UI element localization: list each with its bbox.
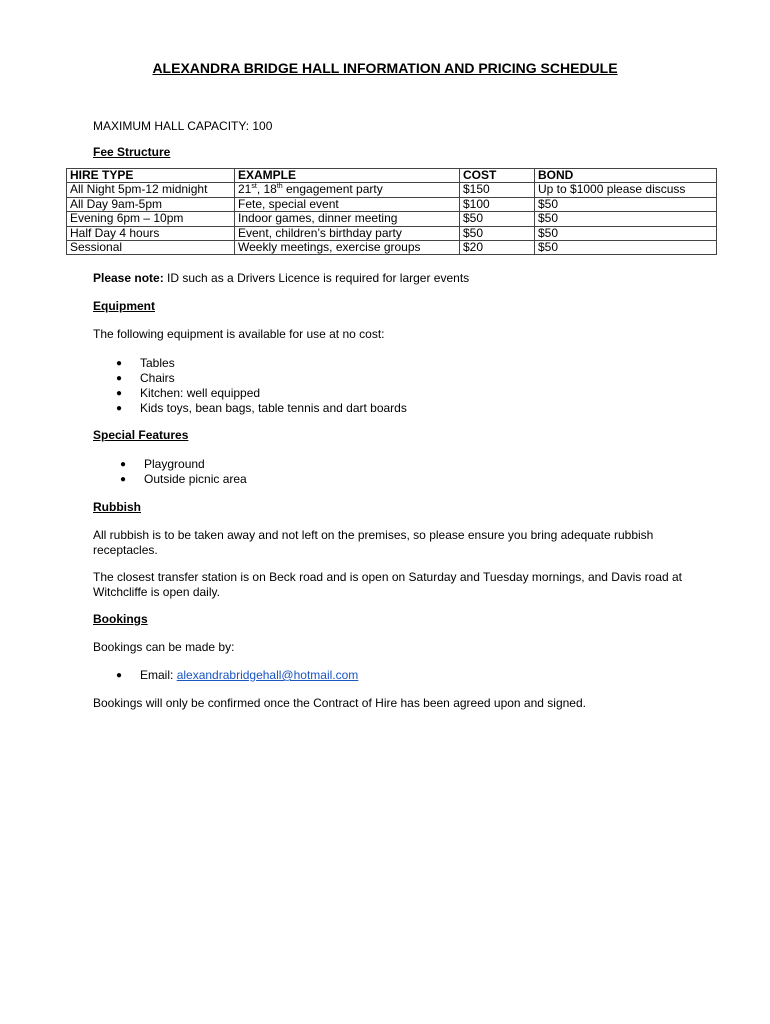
rubbish-paragraph-1: All rubbish is to be taken away and not left on the premises, so please ensure you bring adequate rubbish receptacles.	[93, 528, 654, 557]
bookings-list	[116, 668, 359, 683]
fee-structure-heading: Fee Structure	[93, 145, 171, 159]
header-bond: BOND	[535, 169, 717, 183]
cell-example: Weekly meetings, exercise groups	[235, 241, 460, 255]
cell-bond: $50	[535, 212, 717, 226]
cell-example: Indoor games, dinner meeting	[235, 212, 460, 226]
special-features-list	[120, 457, 247, 487]
note-text: Please note: ID such as a Drivers Licence is required for larger events	[93, 271, 470, 285]
equipment-list	[116, 356, 407, 416]
bullet-icon: ●	[116, 358, 123, 369]
email-link[interactable]: alexandrabridgehall@hotmail.com	[176, 668, 359, 682]
list-item: ● Playground	[120, 457, 205, 471]
email-label: Email:	[140, 668, 177, 682]
list-item: ● Chairs	[116, 371, 175, 385]
page-title: ALEXANDRA BRIDGE HALL INFORMATION AND PRICING SCHEDULE	[152, 60, 618, 76]
cell-cost: $50	[460, 226, 535, 240]
table-row	[67, 212, 717, 226]
list-item	[116, 668, 359, 683]
fee-table	[66, 168, 717, 255]
cell-cost: $20	[460, 241, 535, 255]
cell-bond: $50	[535, 241, 717, 255]
bullet-icon: ●	[120, 459, 127, 470]
list-item: ● Outside picnic area	[120, 472, 247, 486]
cell-hire-type: Half Day 4 hours	[67, 226, 235, 240]
rubbish-paragraph-2: The closest transfer station is on Beck road and is open on Saturday and Tuesday mornings, and Davis road at Witchcliffe is open daily.	[93, 570, 683, 599]
table-row	[67, 226, 717, 240]
cell-bond: Up to $1000 please discuss	[535, 183, 717, 197]
bullet-icon: ●	[116, 403, 123, 414]
cell-cost: $150	[460, 183, 535, 197]
rubbish-heading: Rubbish	[93, 500, 141, 514]
header-example: EXAMPLE	[235, 169, 460, 183]
table-row	[67, 241, 717, 255]
cell-bond: $50	[535, 197, 717, 211]
bullet-icon: ●	[120, 474, 127, 485]
cell-bond: $50	[535, 226, 717, 240]
cell-hire-type: All Night 5pm-12 midnight	[67, 183, 235, 197]
bullet-icon: ●	[116, 388, 123, 399]
table-row	[67, 183, 717, 197]
cell-hire-type: Sessional	[67, 241, 235, 255]
bullet-icon: ●	[116, 670, 123, 681]
special-features-heading: Special Features	[93, 428, 189, 442]
bookings-intro: Bookings can be made by:	[93, 640, 235, 654]
table-row	[67, 197, 717, 211]
table-header-row	[67, 169, 717, 183]
cell-example: 21st, 18th engagement party	[235, 183, 460, 197]
list-item: ● Kitchen: well equipped	[116, 386, 261, 400]
cell-cost: $100	[460, 197, 535, 211]
cell-hire-type: All Day 9am-5pm	[67, 197, 235, 211]
bookings-closing: Bookings will only be confirmed once the Contract of Hire has been agreed upon and signed.	[93, 696, 586, 710]
cell-example: Fete, special event	[235, 197, 460, 211]
cell-cost: $50	[460, 212, 535, 226]
cell-example: Event, children’s birthday party	[235, 226, 460, 240]
header-cost: COST	[460, 169, 535, 183]
cell-hire-type: Evening 6pm – 10pm	[67, 212, 235, 226]
note-label: Please note:	[93, 271, 164, 285]
list-item: ● Kids toys, bean bags, table tennis and dart boards	[116, 401, 407, 415]
header-hire-type: HIRE TYPE	[67, 169, 235, 183]
capacity-text: MAXIMUM HALL CAPACITY: 100	[93, 119, 273, 133]
equipment-heading: Equipment	[93, 299, 155, 313]
equipment-intro: The following equipment is available for use at no cost:	[93, 327, 385, 341]
list-item: ● Tables	[116, 356, 175, 370]
bullet-icon: ●	[116, 373, 123, 384]
bookings-heading: Bookings	[93, 612, 148, 626]
